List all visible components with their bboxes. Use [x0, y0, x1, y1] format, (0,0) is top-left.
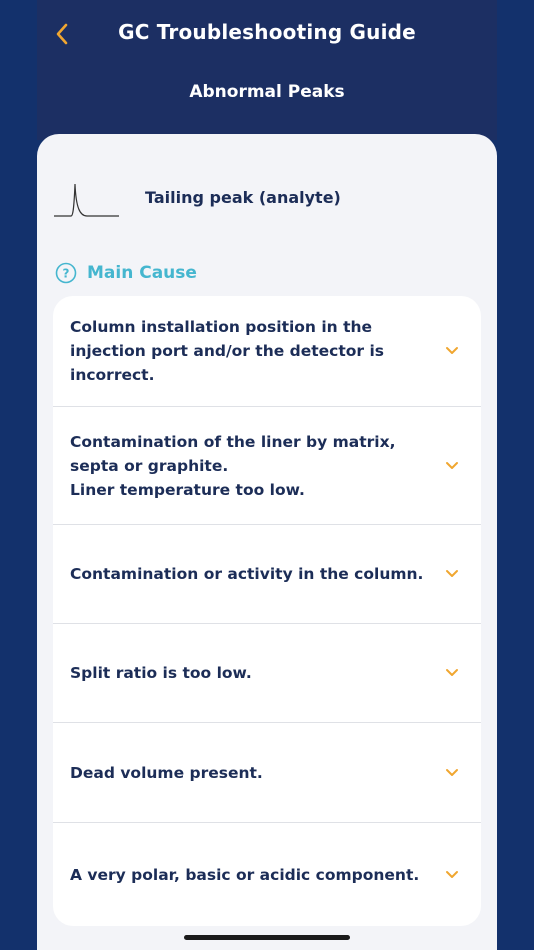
content-card	[37, 134, 497, 950]
cause-item[interactable]	[53, 524, 481, 623]
cause-text: A very polar, basic or acidic component.	[70, 865, 420, 884]
main-cause-label: Main Cause	[87, 263, 197, 283]
svg-text:?: ?	[62, 266, 70, 281]
cause-item[interactable]	[53, 296, 481, 406]
peak-type-row	[53, 174, 473, 224]
cause-text: Column installation position in the injection port and/or the detector is incorrect.	[70, 318, 385, 384]
cause-text: Contamination or activity in the column.	[70, 565, 424, 583]
cause-item[interactable]	[53, 822, 481, 926]
page-title: GC Troubleshooting Guide	[118, 20, 416, 44]
main-cause-heading	[55, 260, 197, 286]
chevron-down-icon	[445, 568, 459, 580]
question-circle-icon	[55, 262, 77, 284]
cause-text: Dead volume present.	[70, 763, 263, 782]
chevron-down-icon	[445, 460, 459, 472]
chevron-down-icon	[445, 869, 459, 881]
chevron-down-icon	[445, 767, 459, 779]
cause-text: Split ratio is too low.	[70, 664, 252, 682]
cause-item[interactable]	[53, 623, 481, 722]
tailing-peak-icon	[53, 178, 121, 220]
cause-list	[53, 296, 481, 926]
home-indicator	[184, 935, 350, 940]
cause-item[interactable]	[53, 722, 481, 822]
chevron-down-icon	[445, 345, 459, 357]
peak-type-label: Tailing peak (analyte)	[145, 188, 341, 207]
cause-item[interactable]	[53, 406, 481, 524]
cause-text: Contamination of the liner by matrix, septa or graphite. Liner temperature too low.	[70, 432, 396, 499]
page-subtitle: Abnormal Peaks	[189, 82, 345, 102]
chevron-down-icon	[445, 667, 459, 679]
